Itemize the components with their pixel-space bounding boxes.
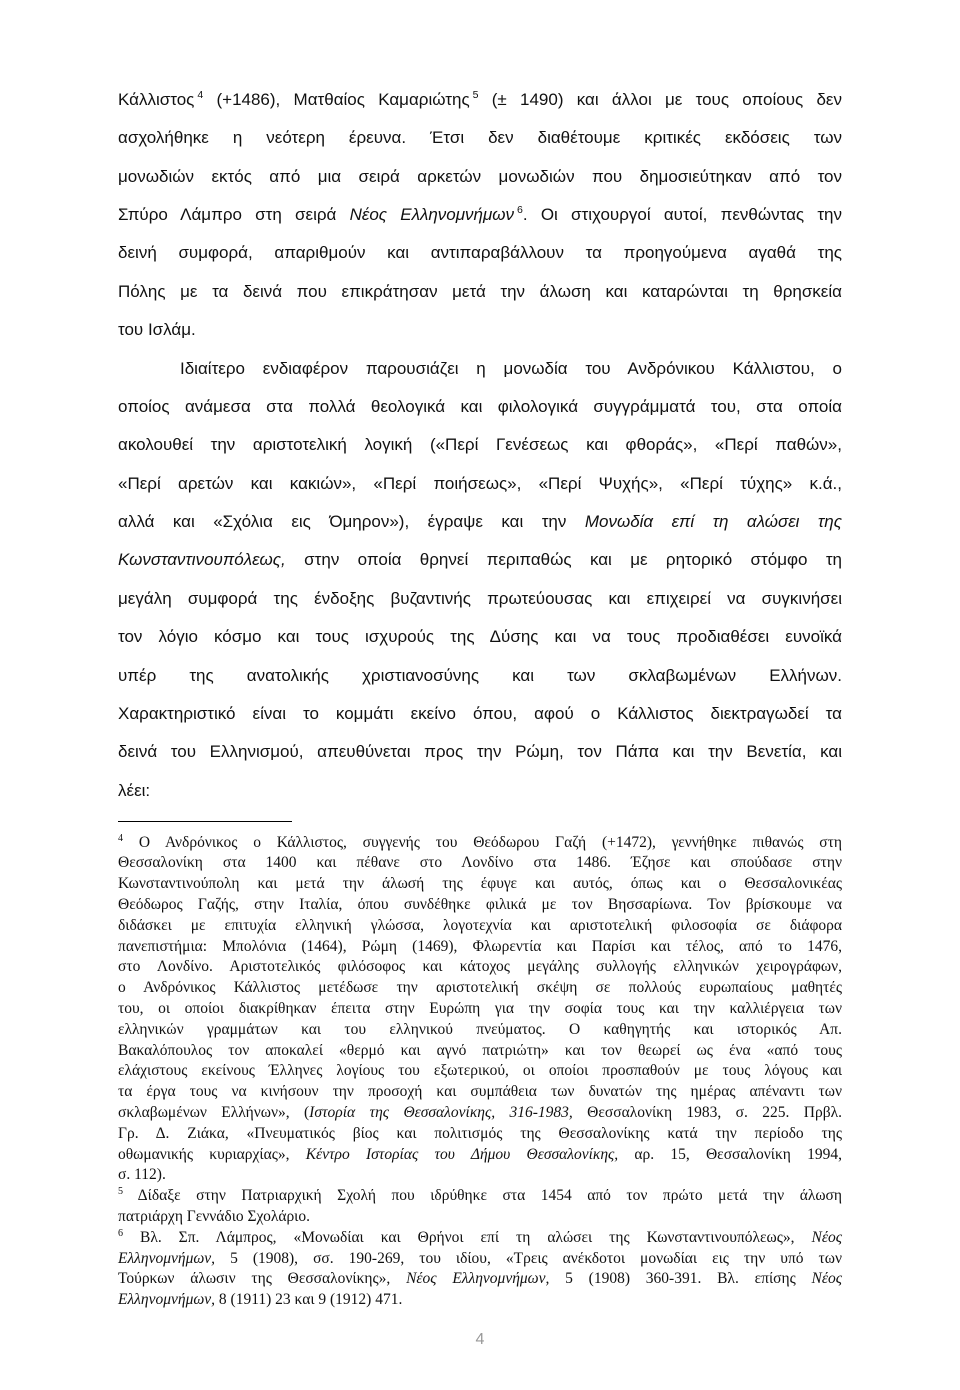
text-run: Τούρκων άλωσιν της Θεσσαλονίκης»,: [118, 1270, 407, 1288]
footnote-marker: 6: [118, 1227, 124, 1239]
text-run: . Οι στιχουργοί αυτοί, πενθώντας την: [522, 204, 842, 224]
footnote-line: στο Λονδίνο. Αριστοτελικός φιλόσοφος και κάτοχος μεγάλης συλλογής ελληνικών χειρογράφων,: [118, 958, 842, 976]
italic-title: Μονωδία επί τη αλώσει της: [584, 512, 842, 532]
text-run: (± 1490) και άλλοι με τους οποίους δεν: [478, 89, 842, 109]
footnotes: [118, 833, 842, 1311]
text-run: Βλ. Σπ. Λάμπρος, «Μονωδίαι και Θρήνοι επί τη αλώσει της Κωνσταντινουπόλεως»,: [123, 1228, 812, 1246]
italic-title: Νέος Ελληνομνήμων,: [406, 1270, 550, 1288]
italic-title: Ελληνομνήμων,: [118, 1291, 216, 1309]
footnote-line: [118, 1290, 842, 1311]
main-text: [118, 81, 842, 810]
text-line: Ιδιαίτερο ενδιαφέρον παρουσιάζει η μονωδία του Ανδρόνικου Κάλλιστου, ο: [180, 358, 842, 378]
text-line: μονωδιών εκτός από μια σειρά αρκετών μονωδιών που δημοσιεύτηκαν από τον: [118, 166, 842, 186]
footnote-line: Γρ. Δ. Ζιάκα, «Πνευματικός βίος και πολιτισμός της Θεσσαλονίκης κατά την περίοδο της: [118, 1124, 842, 1142]
footnote-line: [118, 1145, 842, 1166]
text-run: στην οποία θρηνεί περιπαθώς και με ρητορικό στόμφο τη: [285, 550, 842, 570]
footnote-line: [118, 1186, 842, 1207]
footnote-line: Θεσσαλονίκη στα 1400 και πέθανε στο Λονδίνο στα 1486. Έζησε και σπούδασε στην: [118, 854, 842, 872]
footnote-line: [118, 833, 842, 854]
italic-title: Νέος: [811, 1228, 842, 1246]
footnote-line: του, οι οποίοι διακρίθηκαν έπειτα στην Ευρώπη για την σοφία τους και την καλλιέργεια των: [118, 999, 842, 1017]
italic-title: Κέντρο Ιστορίας του Δήμου Θεσσαλονίκης,: [305, 1145, 619, 1163]
text-run: Σπύρο Λάμπρο στη σειρά: [118, 204, 350, 224]
footnote-line: [118, 1103, 842, 1124]
text-line: μεγάλη συμφορά της ένδοξης βυζαντινής πρωτεύουσας και επιχειρεί να συγκινήσει: [118, 588, 842, 608]
paragraph-2: [118, 350, 842, 811]
text-run: 5 (1908), σσ. 190-269, του ιδίου, «Τρεις ανέκδοτοι μονωδίαι εις την υπό των: [215, 1249, 842, 1267]
footnote-line: Κωνσταντινούπολη και μετά την άλωσή της έφυγε και αυτός, όπως και ο Θεσσαλονικέας: [118, 875, 842, 893]
text-run: Θεσσαλονίκη 1983, σ. 225. Πρβλ.: [572, 1103, 843, 1121]
text-line: λέει:: [118, 780, 151, 800]
footnote-separator: [118, 821, 292, 822]
footnote-line: [118, 1249, 842, 1270]
text-run: 8 (1911) 23 και 9 (1912) 471.: [215, 1291, 403, 1309]
footnote-line: ελάχιστους εκείνους Έλληνες λογίους του εξωτερικού, οι οποίοι προσπαθούν με τους λόγους και: [118, 1062, 842, 1080]
text-line: οποίος ανάμεσα στα πολλά θεολογικά και φιλολογικά συγγράμματά του, στα οποία: [118, 396, 842, 416]
footnote-line: πανεπιστήμια: Μπολόνια (1464), Ρώμη (1469), Φλωρεντία και Παρίσι και τέλος, από το 1476,: [118, 937, 842, 955]
footnote-line: σ. 112).: [118, 1166, 166, 1184]
text-run: (+1486), Ματθαίος Καμαριώτης: [203, 89, 470, 109]
text-line: Χαρακτηριστικό είναι το κομμάτι εκείνο όπου, αφού ο Κάλλιστος διεκτραγωδεί τα: [118, 704, 842, 724]
text-line: τον λόγιο κόσμο και τους ισχυρούς της Δύσης και να τους προδιαθέσει ευνοϊκά: [118, 627, 842, 647]
footnote-ref-6: 6: [517, 204, 523, 217]
text-line: «Περί αρετών και κακιών», «Περί ποιήσεως», «Περί Ψυχής», «Περί τύχης» κ.ά.,: [118, 473, 842, 493]
text-line: [118, 503, 842, 541]
italic-title: Νέος: [811, 1270, 842, 1288]
text-line: δεινά του Ελληνισμού, απευθύνεται προς την Ρώμη, τον Πάπα και την Βενετία, και: [118, 742, 842, 762]
text-run: 5 (1908) 360-391. Βλ. επίσης: [549, 1270, 812, 1288]
footnote-line: ο Ανδρόνικος Κάλλιστος μετέδωσε την αριστοτελική σκέψη σε πολλούς ευρωπαίους μαθητές: [118, 979, 842, 997]
text-run: Κάλλιστος: [118, 89, 195, 109]
text-line: [118, 196, 842, 234]
footnote-line: Θεόδωρος Γαζής, στην Ιταλία, όπου συνδέθηκε φιλικά με τον Βησσαρίωνα. Τον βρίσκουμε να: [118, 895, 842, 913]
text-line: ακολουθεί την αριστοτελική λογική («Περί Γενέσεως και φθοράς», «Περί παθών»,: [118, 435, 842, 455]
text-line: υπέρ της ανατολικής χριστιανοσύνης και των σκλαβωμένων Ελλήνων.: [118, 665, 842, 685]
text-run: αρ. 15, Θεσσαλονίκη 1994,: [618, 1145, 842, 1163]
text-line: [118, 541, 842, 579]
text-run: Ο Ανδρόνικος ο Κάλλιστος, συγγενής του Θεόδωρου Γαζή (+1472), γεννήθηκε πιθανώς στη: [123, 833, 842, 851]
text-line: δεινή συμφορά, απαριθμούν και αντιπαραβάλλουν τα προηγούμενα αγαθά της: [118, 243, 842, 263]
text-run: σκλαβωμένων Ελλήνων», (: [118, 1103, 310, 1121]
text-line: ασχολήθηκε η νεότερη έρευνα. Έτσι δεν διαθέτουμε κριτικές εκδόσεις των: [118, 128, 842, 148]
text-line: του Ισλάμ.: [118, 320, 196, 340]
text-line: [118, 81, 842, 119]
italic-title: Νέος Ελληνομνήμων: [349, 204, 515, 224]
text-run: Δίδαξε στην Πατριαρχική Σχολή που ιδρύθηκε στα 1454 από τον πρώτο μετά την άλωση: [123, 1187, 842, 1205]
paragraph-1: [118, 81, 842, 350]
footnote-line: [118, 1228, 842, 1249]
italic-title: Ελληνομνήμων,: [118, 1249, 216, 1267]
footnote-ref-5: 5: [472, 89, 479, 102]
text-run: οθωμανικής κυριαρχίας»,: [118, 1145, 306, 1163]
footnote-line: [118, 1269, 842, 1290]
footnote-line: πατριάρχη Γεννάδιο Σχολάριο.: [118, 1207, 310, 1225]
footnote-line: διδάσκει με επιτυχία ελληνική γλώσσα, λογοτεχνία και αριστοτελική φιλοσοφία σε διάφορα: [118, 916, 842, 934]
italic-title: Ιστορία της Θεσσαλονίκης, 316-1983,: [309, 1103, 573, 1121]
text-line: Πόλης με τα δεινά που επικράτησαν μετά την άλωση και καταρώνται τη θρησκεία: [118, 281, 842, 301]
footnote-marker: 4: [118, 832, 124, 844]
footnote-ref-4: 4: [197, 89, 204, 102]
italic-title: Κωνσταντινουπόλεως,: [118, 550, 286, 570]
footnote-marker: 5: [118, 1185, 124, 1197]
footnote-line: τα έργα τους να κινήσουν την προσοχή και συμπάθεια των δυνατών της ημέρας απέναντι των: [118, 1083, 842, 1101]
text-run: αλλά και «Σχόλια εις Όμηρον»), έγραψε και την: [118, 512, 585, 532]
page-number: 4: [475, 1331, 485, 1348]
footnote-line: Βακαλόπουλος τον αποκαλεί «θερμό και αγνό πατριώτη» και τον θεωρεί ως ένα «από τους: [118, 1041, 842, 1059]
footnote-line: ελληνικών γραμμάτων και του ελληνικού πνεύματος. Ο καθηγητής και ιστορικός Απ.: [118, 1020, 842, 1038]
